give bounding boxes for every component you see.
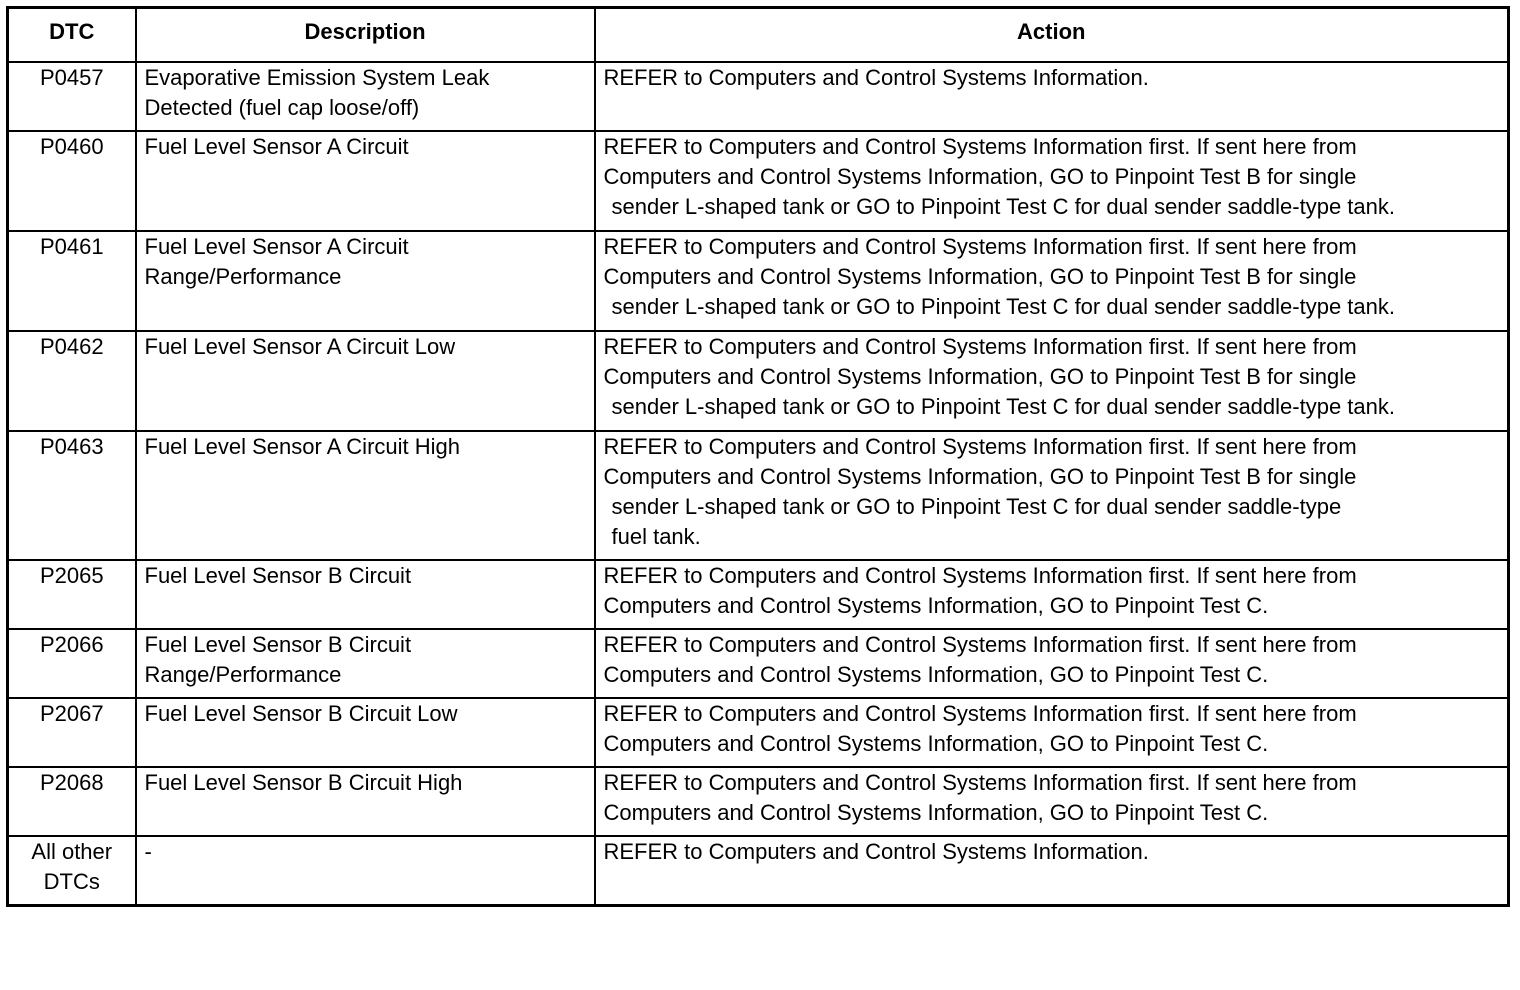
dtc-action bbox=[595, 62, 1509, 131]
action-line: Computers and Control Systems Information, GO to Pinpoint Test C. bbox=[603, 800, 1269, 825]
action-line: sender L-shaped tank or GO to Pinpoint Test C for dual sender saddle-type tank. bbox=[611, 394, 1395, 419]
description-line: Fuel Level Sensor B Circuit bbox=[144, 632, 412, 657]
dtc-description bbox=[136, 836, 595, 906]
description-line: Range/Performance bbox=[144, 662, 342, 687]
table-row bbox=[8, 131, 1509, 231]
table-row bbox=[8, 698, 1509, 767]
table-row bbox=[8, 431, 1509, 560]
table-row bbox=[8, 62, 1509, 131]
table-row bbox=[8, 767, 1509, 836]
description-line: Fuel Level Sensor A Circuit bbox=[144, 234, 409, 259]
dtc-code: P0462 bbox=[8, 331, 136, 431]
action-line: REFER to Computers and Control Systems Information first. If sent here from bbox=[603, 701, 1357, 726]
dtc-code-line: All other bbox=[31, 839, 113, 864]
description-line: Fuel Level Sensor B Circuit bbox=[144, 563, 412, 588]
description-line: Fuel Level Sensor B Circuit Low bbox=[144, 701, 458, 726]
action-line: REFER to Computers and Control Systems Information first. If sent here from bbox=[603, 770, 1357, 795]
description-line: Fuel Level Sensor A Circuit Low bbox=[144, 334, 456, 359]
description-line: - bbox=[144, 839, 152, 864]
dtc-description bbox=[136, 231, 595, 331]
description-line: Fuel Level Sensor A Circuit bbox=[144, 134, 409, 159]
action-line: sender L-shaped tank or GO to Pinpoint Test C for dual sender saddle-type tank. bbox=[611, 294, 1395, 319]
dtc-description bbox=[136, 62, 595, 131]
description-line: Evaporative Emission System Leak bbox=[144, 65, 490, 90]
dtc-code: P2067 bbox=[8, 698, 136, 767]
dtc-code bbox=[8, 836, 136, 906]
action-line: Computers and Control Systems Information, GO to Pinpoint Test C. bbox=[603, 731, 1269, 756]
dtc-code: P0463 bbox=[8, 431, 136, 560]
dtc-code: P0457 bbox=[8, 62, 136, 131]
dtc-code: P2066 bbox=[8, 629, 136, 698]
action-line: Computers and Control Systems Information, GO to Pinpoint Test C. bbox=[603, 593, 1269, 618]
dtc-action bbox=[595, 698, 1509, 767]
dtc-description bbox=[136, 698, 595, 767]
header-row bbox=[8, 8, 1509, 63]
dtc-action bbox=[595, 767, 1509, 836]
action-line: sender L-shaped tank or GO to Pinpoint Test C for dual sender saddle-type bbox=[611, 494, 1342, 519]
description-line: Range/Performance bbox=[144, 264, 342, 289]
dtc-description bbox=[136, 767, 595, 836]
table-row bbox=[8, 331, 1509, 431]
dtc-description bbox=[136, 431, 595, 560]
action-line: REFER to Computers and Control Systems Information first. If sent here from bbox=[603, 134, 1357, 159]
action-line: REFER to Computers and Control Systems Information first. If sent here from bbox=[603, 434, 1357, 459]
table-row bbox=[8, 560, 1509, 629]
table-row bbox=[8, 231, 1509, 331]
dtc-code: P0460 bbox=[8, 131, 136, 231]
dtc-description bbox=[136, 629, 595, 698]
action-line: sender L-shaped tank or GO to Pinpoint Test C for dual sender saddle-type tank. bbox=[611, 194, 1395, 219]
action-line: Computers and Control Systems Information, GO to Pinpoint Test B for single bbox=[603, 164, 1357, 189]
dtc-description bbox=[136, 331, 595, 431]
dtc-action bbox=[595, 560, 1509, 629]
action-line: REFER to Computers and Control Systems Information. bbox=[603, 839, 1149, 864]
description-line: Fuel Level Sensor B Circuit High bbox=[144, 770, 463, 795]
dtc-description bbox=[136, 131, 595, 231]
action-line: REFER to Computers and Control Systems Information first. If sent here from bbox=[603, 563, 1357, 588]
action-line: Computers and Control Systems Information, GO to Pinpoint Test B for single bbox=[603, 264, 1357, 289]
table-row bbox=[8, 836, 1509, 906]
dtc-code: P2065 bbox=[8, 560, 136, 629]
dtc-action bbox=[595, 431, 1509, 560]
dtc-action bbox=[595, 629, 1509, 698]
dtc-action bbox=[595, 331, 1509, 431]
dtc-description bbox=[136, 560, 595, 629]
dtc-action bbox=[595, 836, 1509, 906]
action-line: REFER to Computers and Control Systems Information first. If sent here from bbox=[603, 234, 1357, 259]
table-row bbox=[8, 629, 1509, 698]
description-line: Detected (fuel cap loose/off) bbox=[144, 95, 420, 120]
action-line: Computers and Control Systems Information, GO to Pinpoint Test B for single bbox=[603, 464, 1357, 489]
header-description: Description bbox=[136, 8, 595, 63]
dtc-table bbox=[6, 6, 1510, 907]
dtc-code-line: DTCs bbox=[43, 869, 100, 894]
action-line: Computers and Control Systems Information, GO to Pinpoint Test B for single bbox=[603, 364, 1357, 389]
action-line: REFER to Computers and Control Systems Information. bbox=[603, 65, 1149, 90]
dtc-code: P2068 bbox=[8, 767, 136, 836]
action-line: fuel tank. bbox=[611, 524, 701, 549]
dtc-code: P0461 bbox=[8, 231, 136, 331]
description-line: Fuel Level Sensor A Circuit High bbox=[144, 434, 460, 459]
header-dtc: DTC bbox=[8, 8, 136, 63]
dtc-action bbox=[595, 231, 1509, 331]
dtc-action bbox=[595, 131, 1509, 231]
action-line: REFER to Computers and Control Systems Information first. If sent here from bbox=[603, 334, 1357, 359]
header-action: Action bbox=[595, 8, 1509, 63]
action-line: Computers and Control Systems Information, GO to Pinpoint Test C. bbox=[603, 662, 1269, 687]
action-line: REFER to Computers and Control Systems Information first. If sent here from bbox=[603, 632, 1357, 657]
